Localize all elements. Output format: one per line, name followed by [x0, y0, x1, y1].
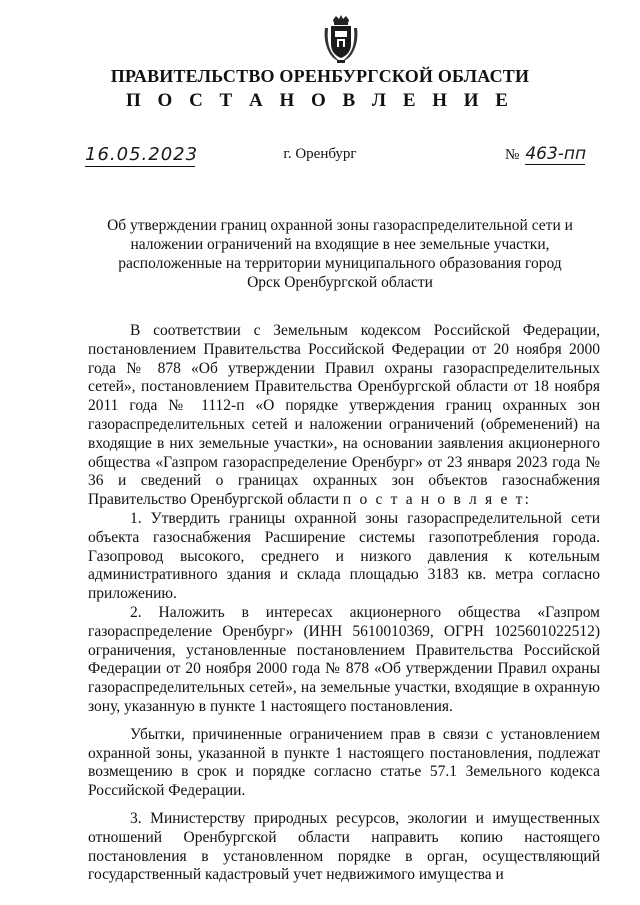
decree-word: п о с т а н о в л я е т:	[342, 491, 532, 509]
document-number	[505, 144, 585, 165]
item-2-paragraph: 2. Наложить в интересах акционерного общества «Газпром газораспределение Оренбург» (ИНН 5610010369, ОГРН 1025601022512) ограничения, установленные постановлением Правительства Российской Федерации от 20 ноября 2000 года № 878 «Об утверждении Правил охраны газораспределительных сетей», на земельные участки, входящие в охранную зону, указанную в пункте 1 настоящего постановления.	[88, 603, 600, 715]
preamble-paragraph	[88, 322, 600, 510]
number-sign: №	[505, 147, 520, 163]
document-type: П О С Т А Н О В Л Е Н И Е	[126, 90, 514, 111]
document-body	[88, 322, 600, 885]
government-title: ПРАВИТЕЛЬСТВО ОРЕНБУРГСКОЙ ОБЛАСТИ	[110, 66, 530, 86]
document-city: г. Оренбург	[283, 146, 357, 162]
preamble-text: В соответствии с Земельным кодексом Российской Федерации, постановлением Правительства Российской Федерации от 20 ноября 2000 года № 878 «Об утверждении Правил охраны газораспределительных сетей», постановлением Правительства Оренбургской области от 18 ноября 2011 года № 1112-п «О порядке утверждения границ охранных зон газораспределительных сетей и наложении ограничений (обременений) на входящие в них земельные участки», на основании заявления акционерного общества «Газпром газораспределение Оренбург» от 23 января 2023 года № 36 и сведений о границах охранных зон объектов газоснабжения Правительство Оренбургской области	[88, 322, 600, 509]
coat-of-arms-icon	[322, 14, 360, 64]
number-value: 463-пп	[525, 144, 587, 164]
item-3-paragraph: 3. Министерству природных ресурсов, экологии и имущественных отношений Оренбургской области направить копию настоящего постановления в установленном порядке в орган, осуществляющий государственный кадастровый учет недвижимого имущества и	[88, 809, 600, 884]
item-1-paragraph: 1. Утвердить границы охранной зоны газораспределительной сети объекта газоснабжения Расширение системы газопотребления города. Газопровод высокого, среднего и низкого давления к котельным административного здания и склада площадью 3183 кв. метра согласно приложению.	[88, 509, 600, 603]
date-value: 16.05.2023	[85, 144, 199, 165]
item-2-damages-paragraph: Убытки, причиненные ограничением прав в связи с установлением охранной зоны, указанной в пункте 1 настоящего постановления, подлежат возмещению в срок и порядке согласно статье 57.1 Земельного кодекса Российской Федерации.	[88, 725, 600, 800]
document-subject: Об утверждении границ охранной зоны газораспределительной сети и наложении ограничений на входящие в нее земельные участки, расположенные на территории муниципального образования город Орск Оренбургской области	[107, 217, 573, 291]
